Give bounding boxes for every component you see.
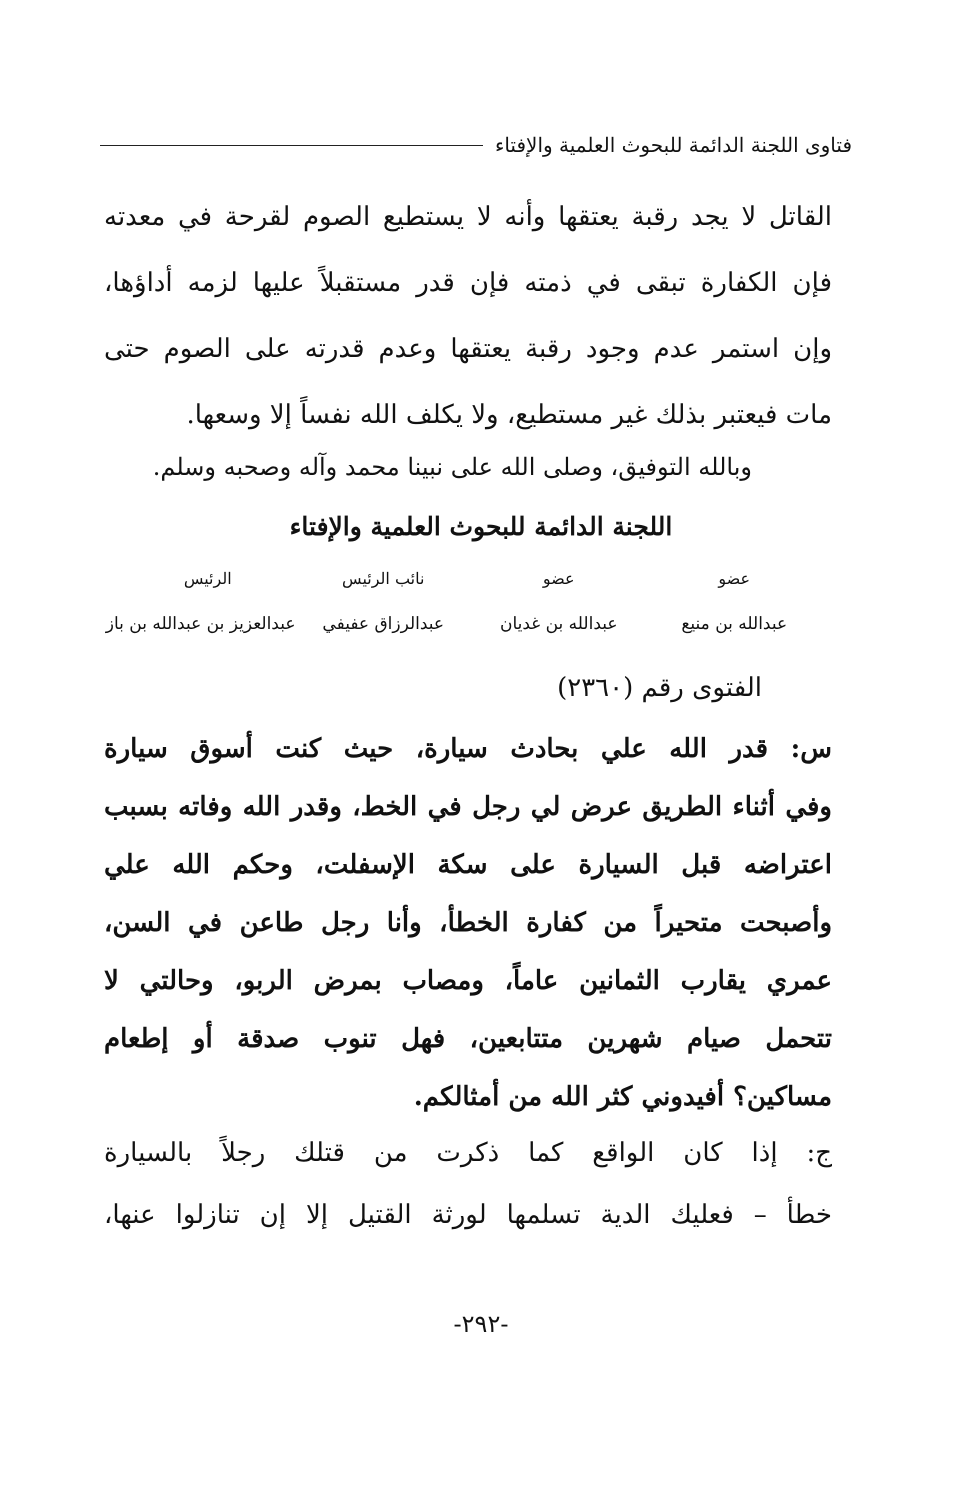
member-role: الرئيس bbox=[183, 568, 232, 588]
text-line: عمري يقارب الثمانين عاماً، ومصاب بمرض الربو، وحالتي لا bbox=[104, 966, 832, 996]
paragraph-1 bbox=[104, 184, 832, 448]
text-line: القاتل لا يجد رقبة يعتقها وأنه لا يستطيع الصوم لقرحة في معدته bbox=[104, 202, 832, 232]
committee-name: اللجنة الدائمة للبحوث العلمية والإفتاء bbox=[289, 512, 673, 541]
text-line: مساكين؟ أفيدوني كثر الله من أمثالكم. bbox=[413, 1082, 832, 1112]
text-line: ج: إذا كان الواقع كما ذكرت من قتلك رجلاً بالسيارة bbox=[104, 1138, 832, 1168]
signature-roles bbox=[120, 560, 822, 596]
member-role: عضو bbox=[542, 568, 575, 588]
text-line: خطأ – فعليك الدية تسلمها لورثة القتيل إلا إن تنازلوا عنها، bbox=[104, 1200, 832, 1230]
member-name: عبدالعزيز بن عبدالله بن باز bbox=[105, 614, 296, 634]
member-role: عضو bbox=[718, 568, 751, 588]
signatures bbox=[105, 560, 822, 642]
text-line: تتحمل صيام شهرين متتابعين، فهل تنوب صدقة أو إطعام bbox=[104, 1024, 832, 1054]
text-line: فإن الكفارة تبقى في ذمته فإن قدر مستقبلاً عليها لزمه أداؤها، bbox=[104, 268, 832, 298]
text-line: وفي أثناء الطريق عرض لي رجل في الخط، وقدر الله وفاته بسبب bbox=[104, 792, 832, 822]
answer bbox=[104, 1122, 832, 1246]
header-rule bbox=[100, 145, 483, 146]
closing-line: وبالله التوفيق، وصلى الله على نبينا محمد وآله وصحبه وسلم. bbox=[152, 453, 752, 481]
page-number: -٢٩٢- bbox=[453, 1310, 509, 1338]
text-line: س: قدر الله علي بحادث سيارة، حيث كنت أسوق سيارة bbox=[104, 734, 832, 764]
text-line: مات فيعتبر بذلك غير مستطيع، ولا يكلف الله نفساً إلا وسعها. bbox=[186, 400, 832, 430]
fatwa-number: الفتوى رقم (٢٣٦٠) bbox=[557, 673, 762, 703]
signature-names bbox=[105, 606, 822, 642]
member-name: عبدالله بن غديان bbox=[499, 614, 618, 634]
running-header bbox=[100, 128, 852, 162]
member-name: عبدالله بن منيع bbox=[681, 614, 788, 634]
text-line: اعتراضه قبل السيارة على سكة الإسفلت، وحكم الله علي bbox=[104, 850, 832, 880]
question bbox=[104, 720, 832, 1126]
book-title: فتاوى اللجنة الدائمة للبحوث العلمية والإفتاء bbox=[494, 133, 852, 157]
member-role: نائب الرئيس bbox=[342, 568, 425, 588]
text-line: وإن استمر عدم وجود رقبة يعتقها وعدم قدرته على الصوم حتى bbox=[104, 334, 832, 364]
text-line: وأصبحت متحيراً من كفارة الخطأ، وأنا رجل طاعن في السن، bbox=[104, 908, 832, 938]
member-name: عبدالرزاق عفيفي bbox=[322, 614, 445, 634]
